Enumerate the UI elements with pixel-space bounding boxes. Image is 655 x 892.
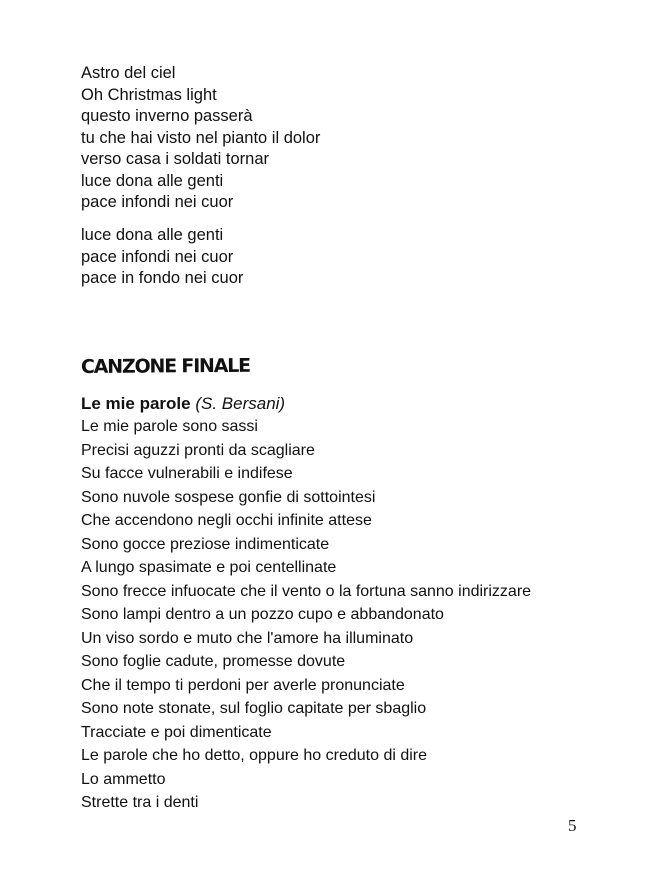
song-author: (S. Bersani) xyxy=(195,394,286,413)
lyric-line: luce dona alle genti xyxy=(81,171,224,190)
lyric-line: A lungo spasimate e poi centellinate xyxy=(81,559,337,576)
section-heading: CANZONE FINALE xyxy=(80,354,250,378)
lyric-line: Le parole che ho detto, oppure ho creduto di dire xyxy=(81,747,428,764)
lyric-line: Che accendono negli occhi infinite attese xyxy=(81,512,372,529)
lyric-line: Strette tra i denti xyxy=(81,794,199,811)
lyric-line: Precisi aguzzi pronti da scagliare xyxy=(81,441,315,459)
song-title xyxy=(81,393,285,415)
lyric-line: tu che hai visto nel pianto il dolor xyxy=(81,128,321,147)
page-number: 5 xyxy=(568,816,577,835)
lyric-line: Sono frecce infuocate che il vento o la fortuna sanno indirizzare xyxy=(81,582,532,600)
lyric-line: Che il tempo ti perdoni per averle pronunciate xyxy=(81,676,405,694)
lyric-line: verso casa i soldati tornar xyxy=(81,150,270,168)
verse-1 xyxy=(81,63,320,214)
lyric-line: Oh Christmas light xyxy=(81,85,217,104)
song-lyrics xyxy=(81,415,531,815)
lyric-line: Sono gocce preziose indimenticate xyxy=(81,535,330,553)
lyric-line: pace infondi nei cuor xyxy=(81,193,234,211)
lyric-line: questo inverno passerà xyxy=(81,107,253,125)
lyric-line: pace in fondo nei cuor xyxy=(81,269,244,287)
lyric-line: Su facce vulnerabili e indifese xyxy=(81,465,293,482)
lyric-line: Sono foglie cadute, promesse dovute xyxy=(81,653,346,670)
lyric-line: Un viso sordo e muto che l'amore ha illuminato xyxy=(81,629,414,647)
lyric-line: luce dona alle genti xyxy=(81,226,224,244)
lyric-line: Astro del ciel xyxy=(81,64,176,82)
song-title-name: Le mie parole xyxy=(81,394,191,413)
lyric-line: pace infondi nei cuor xyxy=(81,247,234,266)
lyric-line: Sono nuvole sospese gonfie di sottointesi xyxy=(81,488,376,506)
lyric-line: Le mie parole sono sassi xyxy=(81,418,258,435)
lyric-line: Tracciate e poi dimenticate xyxy=(81,723,272,741)
lyric-line: Lo ammetto xyxy=(81,770,166,788)
lyric-line: Sono note stonate, sul foglio capitate per sbaglio xyxy=(81,700,427,717)
lyric-line: Sono lampi dentro a un pozzo cupo e abbandonato xyxy=(81,606,444,623)
verse-2 xyxy=(81,225,243,290)
